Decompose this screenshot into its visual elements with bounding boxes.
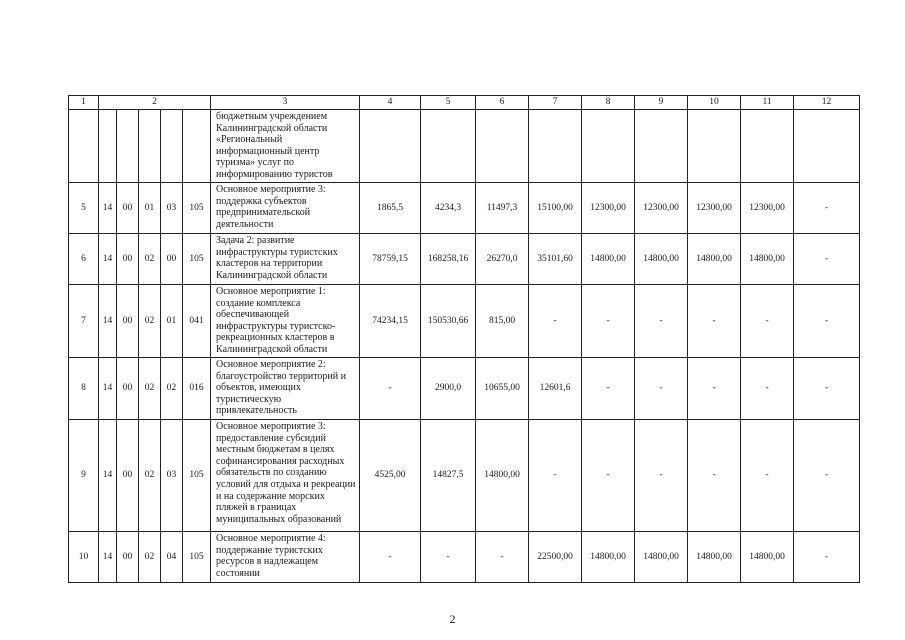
value-cell: - [360,532,421,583]
value-cell: 26270,0 [476,234,529,285]
value-cell [794,110,860,183]
value-cell: - [741,285,794,358]
value-cell: 2900,0 [421,358,476,420]
table-row [69,285,860,358]
row-number-cell: 6 [69,234,99,285]
value-cell: 1865,5 [360,183,421,234]
value-cell [635,110,688,183]
code-cell: 14 [99,234,117,285]
header-cell: 10 [688,96,741,110]
description-cell: Основное мероприятие 3: предоставление субсидий местным бюджетам в целях софинансирования расходных обязательств по созданию условий для отдыха и рекреации и на содержание морских пляжей в границах муниципальных образований [211,420,360,532]
value-cell: 12300,00 [688,183,741,234]
value-cell: 35101,60 [529,234,582,285]
row-number-cell: 8 [69,358,99,420]
value-cell: 14827,5 [421,420,476,532]
header-cell: 6 [476,96,529,110]
value-cell [688,110,741,183]
description-cell: Задача 2: развитие инфраструктуры туристских кластеров на территории Калининградской области [211,234,360,285]
header-cell: 4 [360,96,421,110]
row-number-cell: 9 [69,420,99,532]
table-row [69,532,860,583]
code-cell [99,110,117,183]
code-cell: 02 [139,358,161,420]
code-cell: 105 [183,183,211,234]
value-cell: 74234,15 [360,285,421,358]
code-cell: 02 [139,532,161,583]
description-cell: Основное мероприятие 4: поддержание туристских ресурсов в надлежащем состоянии [211,532,360,583]
header-cell: 7 [529,96,582,110]
value-cell: - [582,358,635,420]
code-cell: 14 [99,183,117,234]
code-cell: 03 [161,420,183,532]
table-row [69,420,860,532]
description-cell: бюджетным учреждением Калининградской области «Региональный информационный центр туризма» услуг по информированию туристов [211,110,360,183]
value-cell [360,110,421,183]
value-cell: - [582,420,635,532]
value-cell: 815,00 [476,285,529,358]
value-cell [421,110,476,183]
value-cell: - [476,532,529,583]
value-cell: - [688,358,741,420]
row-number-cell: 7 [69,285,99,358]
code-cell: 01 [139,183,161,234]
code-cell: 03 [161,183,183,234]
value-cell: - [635,285,688,358]
header-cell: 3 [211,96,360,110]
description-cell: Основное мероприятие 1: создание комплекса обеспечивающей инфраструктуры туристско-рекреационных кластеров в Калининградской области [211,285,360,358]
value-cell: 14800,00 [635,234,688,285]
code-cell [161,110,183,183]
code-cell: 02 [139,420,161,532]
value-cell: - [741,358,794,420]
value-cell: - [794,420,860,532]
header-cell: 11 [741,96,794,110]
row-number-cell [69,110,99,183]
code-cell: 016 [183,358,211,420]
value-cell: 14800,00 [688,234,741,285]
value-cell: 12601,6 [529,358,582,420]
value-cell [741,110,794,183]
program-funding-table [68,95,860,583]
value-cell [582,110,635,183]
value-cell: 14800,00 [688,532,741,583]
value-cell: - [360,358,421,420]
code-cell [117,110,139,183]
value-cell: - [529,420,582,532]
value-cell: 14800,00 [741,234,794,285]
value-cell: 150530,66 [421,285,476,358]
header-cell: 2 [99,96,211,110]
code-cell: 02 [161,358,183,420]
code-cell [183,110,211,183]
value-cell: - [794,532,860,583]
code-cell: 14 [99,358,117,420]
value-cell: 12300,00 [741,183,794,234]
value-cell: 14800,00 [476,420,529,532]
value-cell: - [688,420,741,532]
table-row [69,110,860,183]
value-cell: 14800,00 [582,234,635,285]
value-cell: - [635,358,688,420]
code-cell: 105 [183,420,211,532]
code-cell: 14 [99,532,117,583]
value-cell: 14800,00 [635,532,688,583]
code-cell: 105 [183,234,211,285]
value-cell: 168258,16 [421,234,476,285]
value-cell: - [741,420,794,532]
code-cell: 02 [139,285,161,358]
value-cell [476,110,529,183]
code-cell: 00 [117,420,139,532]
code-cell: 00 [117,234,139,285]
code-cell: 00 [117,183,139,234]
code-cell [139,110,161,183]
header-row [69,96,860,110]
code-cell: 00 [117,532,139,583]
value-cell: 10655,00 [476,358,529,420]
page-number: 2 [449,612,456,626]
value-cell: 14800,00 [741,532,794,583]
value-cell: 12300,00 [582,183,635,234]
description-cell: Основное мероприятие 3: поддержка субъектов предпринимательской деятельности [211,183,360,234]
header-cell: 8 [582,96,635,110]
value-cell: 14800,00 [582,532,635,583]
value-cell: - [635,420,688,532]
table-row [69,234,860,285]
value-cell: - [794,234,860,285]
value-cell: 4525,00 [360,420,421,532]
value-cell: - [794,285,860,358]
code-cell: 00 [161,234,183,285]
row-number-cell: 10 [69,532,99,583]
row-number-cell: 5 [69,183,99,234]
value-cell: 22500,00 [529,532,582,583]
code-cell: 041 [183,285,211,358]
code-cell: 00 [117,358,139,420]
code-cell: 01 [161,285,183,358]
table-row [69,183,860,234]
header-cell: 5 [421,96,476,110]
value-cell: - [529,285,582,358]
code-cell: 02 [139,234,161,285]
header-cell: 1 [69,96,99,110]
value-cell: - [421,532,476,583]
value-cell: 4234,3 [421,183,476,234]
code-cell: 14 [99,285,117,358]
value-cell: 11497,3 [476,183,529,234]
description-cell: Основное мероприятие 2: благоустройство территорий и объектов, имеющих туристическую привлекательность [211,358,360,420]
code-cell: 14 [99,420,117,532]
header-cell: 12 [794,96,860,110]
value-cell [529,110,582,183]
value-cell: - [794,183,860,234]
value-cell: 78759,15 [360,234,421,285]
value-cell: - [688,285,741,358]
value-cell: - [794,358,860,420]
code-cell: 105 [183,532,211,583]
code-cell: 00 [117,285,139,358]
value-cell: 15100,00 [529,183,582,234]
value-cell: - [582,285,635,358]
code-cell: 04 [161,532,183,583]
header-cell: 9 [635,96,688,110]
table-row [69,358,860,420]
value-cell: 12300,00 [635,183,688,234]
